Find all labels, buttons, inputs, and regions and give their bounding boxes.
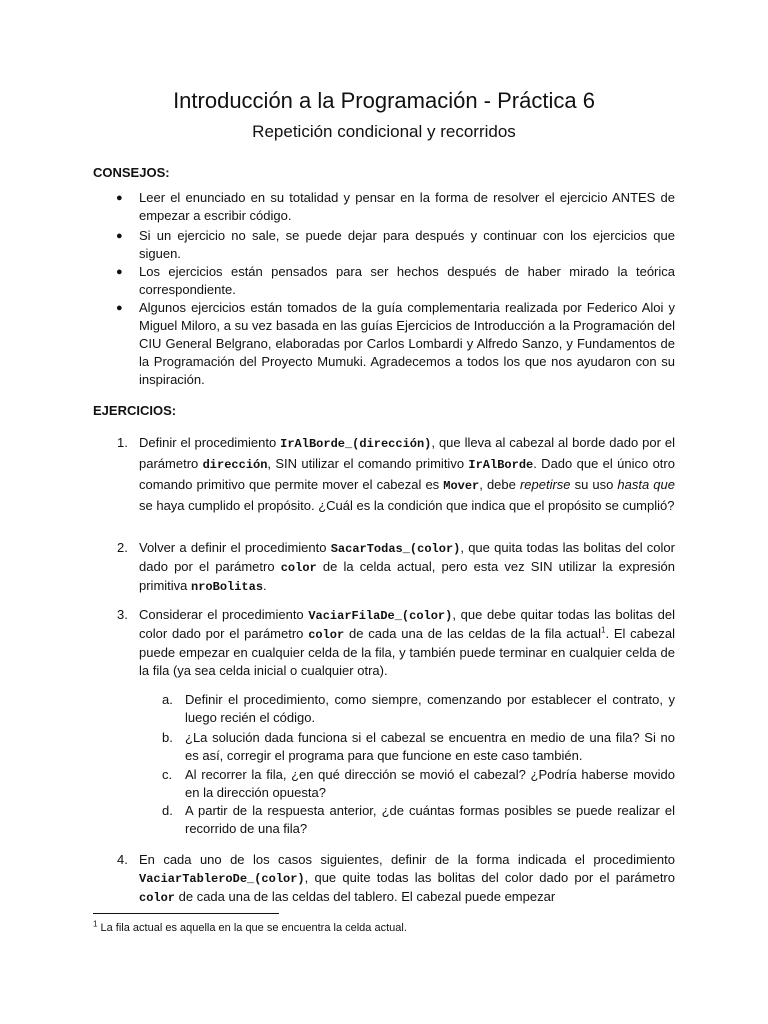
bullet-icon: ● [116, 266, 123, 278]
bullet-icon: ● [116, 230, 123, 242]
footnote-divider [93, 913, 279, 914]
consejo-item: ● Algunos ejercicios están tomados de la guía complementaria realizada por Federico Aloi y Miguel Miloro, a su vez basada en las guías Ejercicios de Introducción a la Programación del CIU General Belgrano, elaboradas por Carlos Lombardi y Alfredo Sanzo, y Fundamentos de la Programación del Proyecto Mumuki. Agradecemos a todos los que nos ayudaron con su inspiración. [116, 300, 675, 387]
consejo-item: ● Si un ejercicio no sale, se puede dejar para después y continuar con los ejercicios que siguen. [116, 228, 675, 261]
exercise-number: 1. [117, 435, 128, 450]
consejos-heading: CONSEJOS: [93, 165, 170, 180]
exercise-number: 2. [117, 540, 128, 555]
exercise-number: 4. [117, 852, 128, 867]
code-token: VaciarTableroDe_(color) [139, 872, 305, 886]
code-token: color [280, 561, 317, 575]
exercise-3-sub: b. ¿La solución dada funciona si el cabezal se encuentra en medio de una fila? Si no es así, corregir el programa para que funcione en este caso también. [162, 730, 675, 763]
code-token: dirección [202, 458, 268, 472]
page-title: Introducción a la Programación - Práctica 6 [173, 88, 595, 113]
code-token: nroBolitas [191, 580, 264, 594]
code-token: color [308, 628, 345, 642]
exercise-3-sub: c. Al recorrer la fila, ¿en qué dirección se movió el cabezal? ¿Podría haberse movido en la dirección opuesta? [162, 767, 675, 800]
exercise-4: 4. En cada uno de los casos siguientes, definir de la forma indicada el procedimiento VaciarTableroDe_(color), que quite todas las bolitas del color dado por el parámetro color de cada una de las celdas del tablero. El cabezal puede empezar [117, 852, 675, 905]
code-token: SacarTodas_(color) [330, 542, 461, 556]
footnote: $^1$ La fila actual es aquella en la que se encuentra la celda actual. [93, 919, 407, 934]
bullet-icon: ● [116, 192, 123, 204]
code-token: VaciarFilaDe_(color) [308, 609, 453, 623]
consejo-item: ● Los ejercicios están pensados para ser hechos después de haber mirado la teórica correspondiente. [116, 264, 675, 297]
exercise-number: 3. [117, 607, 128, 622]
exercise-1: 1. Definir el procedimiento IrAlBorde_(dirección), que lleva al cabezal al borde dado por el parámetro dirección, SIN utilizar el comando primitivo IrAlBorde. Dado que el único otro comando primitivo que permite mover el cabezal es Mover, debe repetirse su uso hasta que se haya cumplido el propósito. ¿Cuál es la condición que indica que el propósito se cumplió? [117, 435, 675, 513]
code-token: color [139, 891, 176, 905]
exercise-3-sub: d. A partir de la respuesta anterior, ¿de cuántas formas posibles se puede realizar el recorrido de una fila? [162, 803, 675, 836]
footnote-ref: 1 [600, 625, 606, 635]
consejo-item: ● Leer el enunciado en su totalidad y pensar en la forma de resolver el ejercicio ANTES de empezar a escribir código. [116, 190, 675, 223]
bullet-icon: ● [116, 302, 123, 314]
exercise-2: 2. Volver a definir el procedimiento SacarTodas_(color), que quita todas las bolitas del color dado por el parámetro color de la celda actual, pero esta vez SIN utilizar la expresión primitiva nroBolitas. [117, 540, 675, 594]
exercise-3: 3. Considerar el procedimiento VaciarFilaDe_(color), que debe quitar todas las bolitas del color dado por el parámetro color de cada una de las celdas de la fila actual$^1$. El cabezal puede empezar en cualquier celda de la fila, y también puede terminar en cualquier celda de la fila (ya sea celda inicial o cualquier otra). [117, 607, 675, 678]
exercise-3-sub: a. Definir el procedimiento, como siempre, comenzando por establecer el contrato, y luego recién el código. [162, 692, 675, 725]
code-token: Mover [443, 479, 480, 493]
ejercicios-heading: EJERCICIOS: [93, 403, 177, 418]
code-token: IrAlBorde [468, 458, 534, 472]
code-token: IrAlBorde_(dirección) [280, 437, 432, 451]
page-subtitle: Repetición condicional y recorridos [252, 122, 516, 141]
